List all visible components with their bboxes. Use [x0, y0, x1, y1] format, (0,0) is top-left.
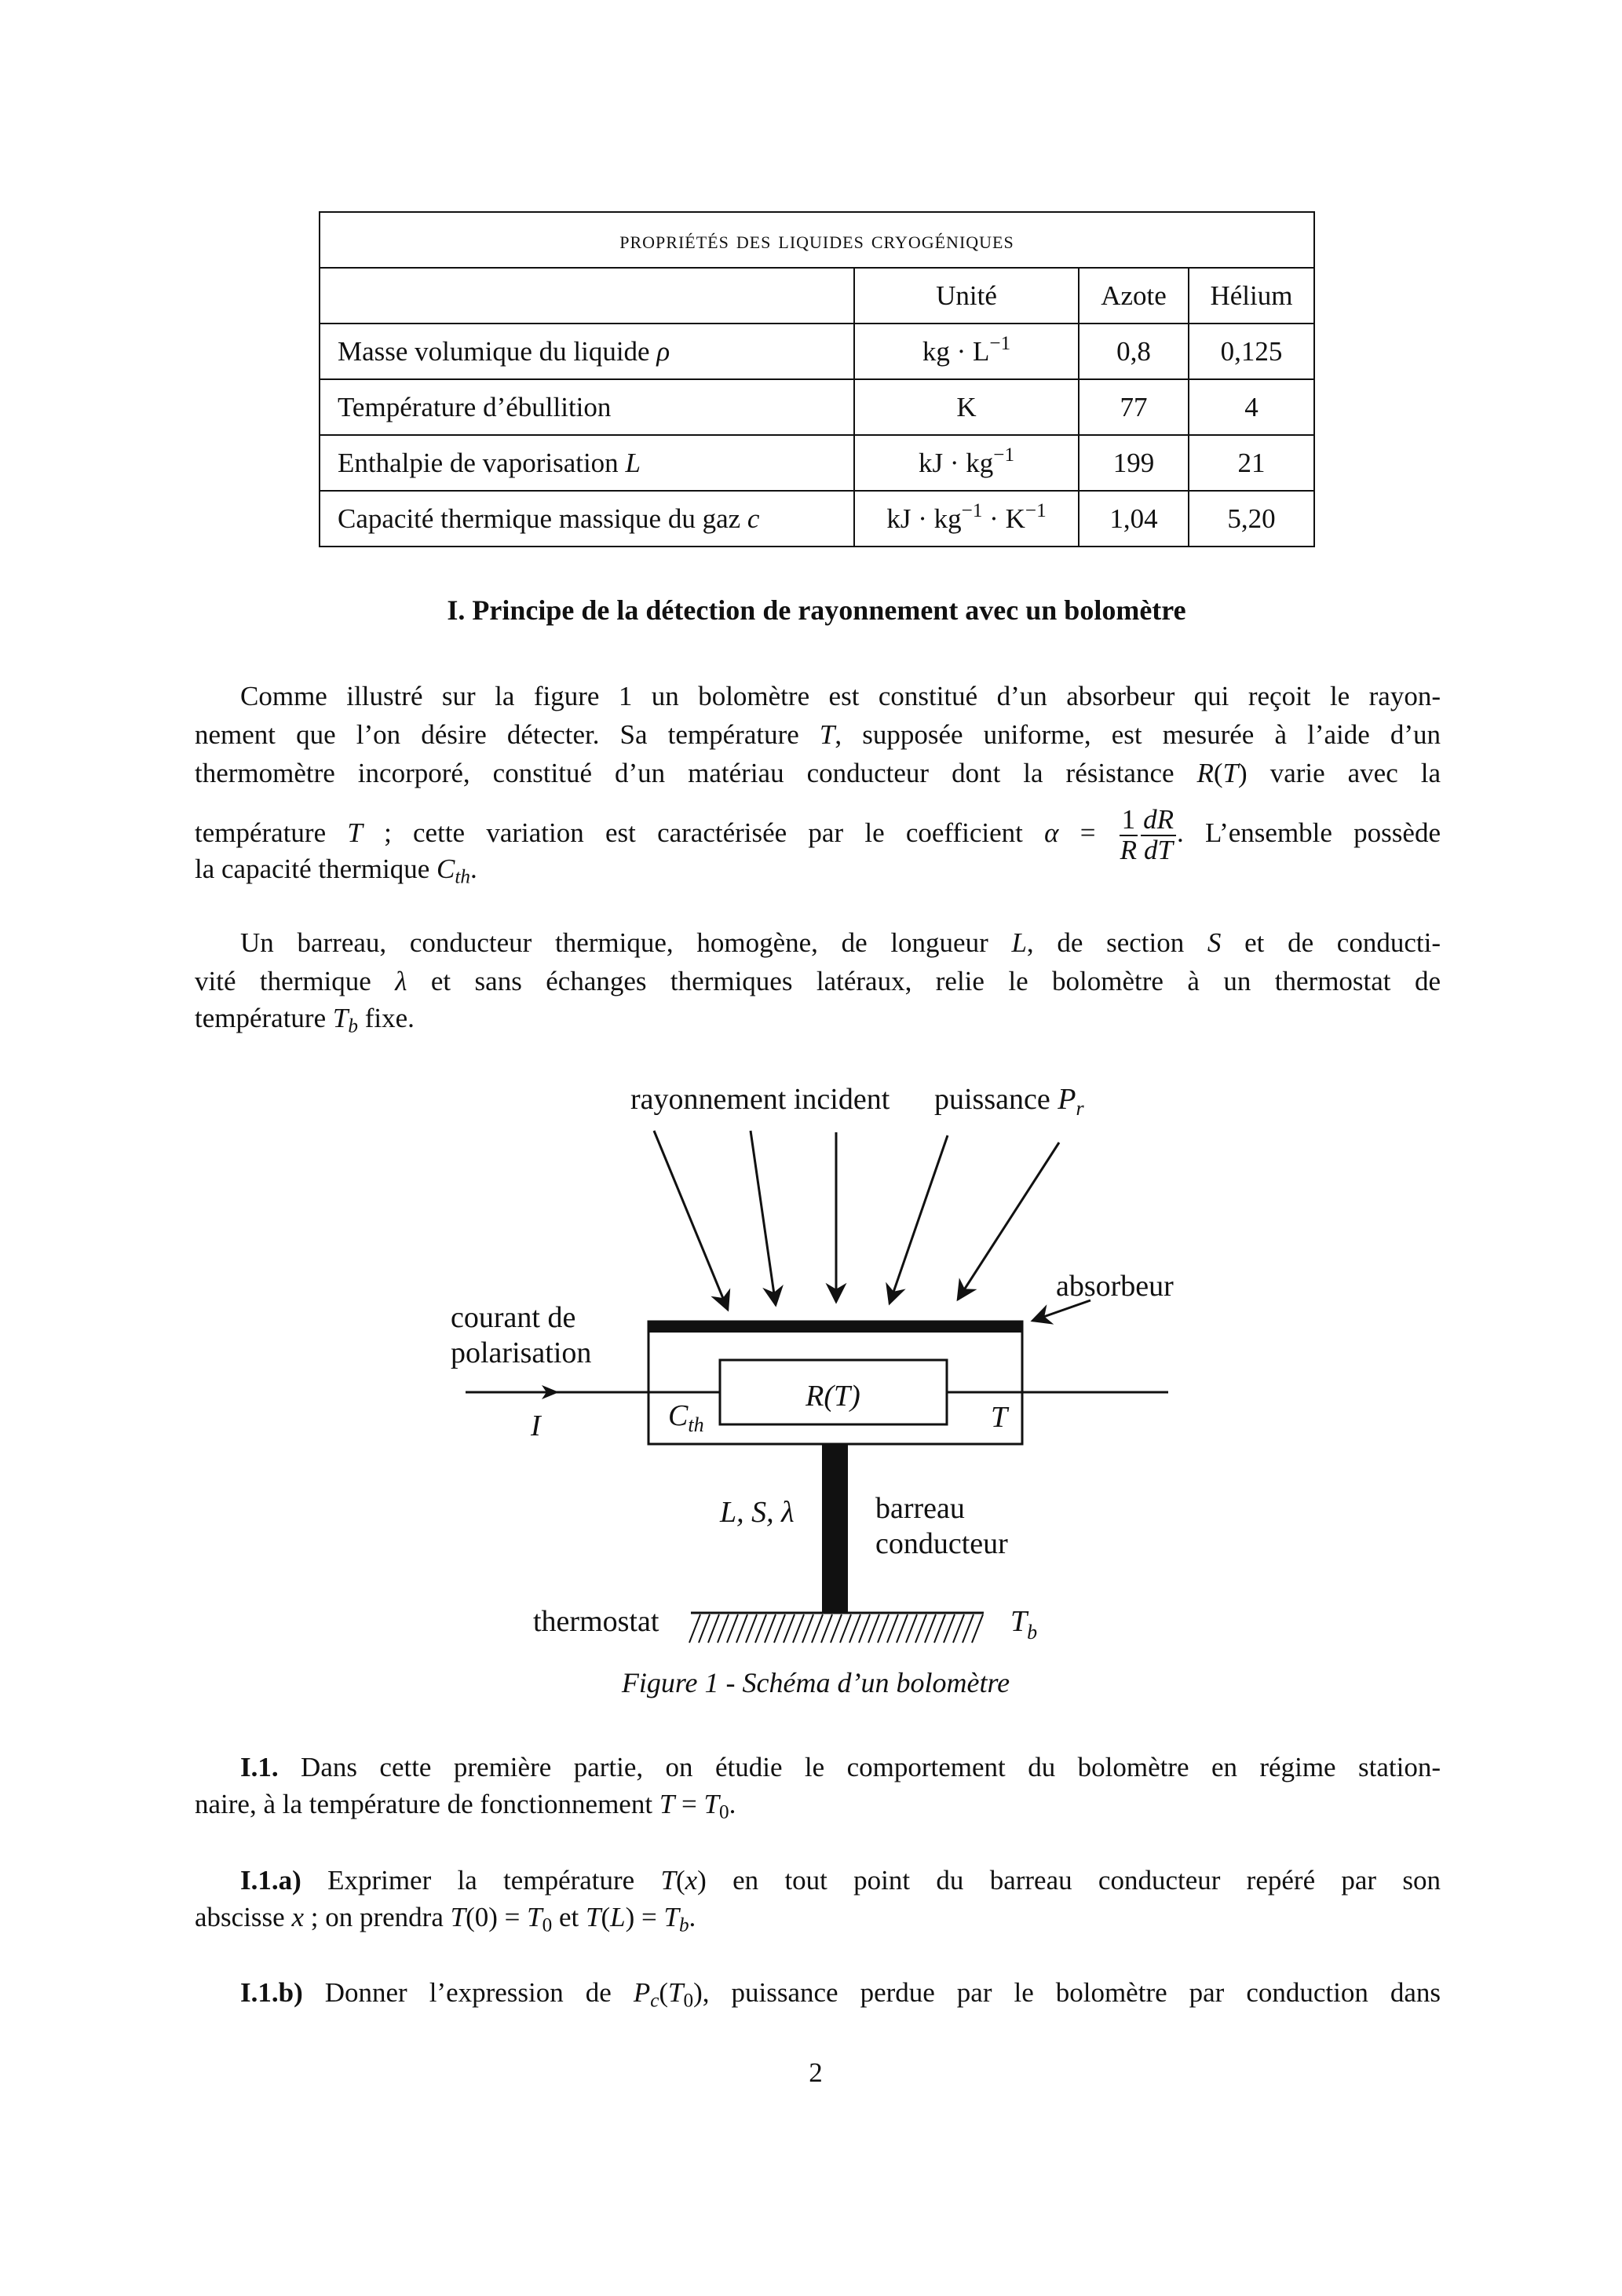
- row-label: [320, 491, 854, 547]
- label-RT: R(T): [806, 1380, 860, 1413]
- text-line: [240, 1861, 1441, 1899]
- text-run: nement que l’on désire détecter. Sa température: [195, 719, 820, 750]
- math-subscript: 0: [683, 1990, 694, 2012]
- text-line: [240, 923, 1441, 962]
- thermostat-hatching: [689, 1614, 983, 1643]
- text-line: [195, 850, 1441, 888]
- text-run: ) =: [625, 1902, 664, 1932]
- math-symbol: T: [347, 817, 363, 848]
- absorber-bar: [648, 1321, 1023, 1333]
- math-symbol: T: [663, 1902, 679, 1932]
- text-run: · K: [982, 503, 1025, 534]
- absorbeur-pointer-arrow: [1032, 1300, 1090, 1321]
- radiation-arrow: [654, 1131, 728, 1310]
- text-run: .: [729, 1789, 736, 1819]
- math-subscript: c: [650, 1990, 659, 2012]
- row-label: [320, 324, 854, 379]
- fraction-numerator: 1: [1120, 806, 1138, 836]
- row-unit: [854, 379, 1079, 435]
- text-run: température: [195, 817, 348, 848]
- text-run: ), puissance perdue par le bolomètre par conduction dans: [693, 1977, 1441, 2008]
- text-run: Comme illustré sur la figure 1 un bolomètre est constitué d’un absorbeur qui reçoit le rayon-: [240, 681, 1441, 711]
- table-title: propriétés des liquides cryogéniques: [320, 212, 1314, 268]
- label-conducteur: conducteur: [875, 1527, 1008, 1560]
- text-line: [195, 1898, 1441, 1936]
- label-absorbeur: absorbeur: [1056, 1270, 1174, 1303]
- text-run: kg · L: [922, 335, 990, 367]
- math-symbol: α: [1044, 817, 1059, 848]
- row-helium: 0,125: [1189, 324, 1314, 379]
- text-run: vité thermique: [195, 966, 396, 996]
- math-symbol: T: [660, 1865, 676, 1896]
- label-Cth: $C_{th}$: [668, 1399, 704, 1436]
- math-symbol: S: [1207, 927, 1222, 958]
- math-symbol: T: [527, 1902, 542, 1932]
- text-run: (0) =: [466, 1902, 528, 1932]
- bolometer-diagram: [424, 1060, 1209, 1704]
- cryogenic-properties-table: [319, 211, 1315, 547]
- label-Tb: $T_b$: [1010, 1605, 1038, 1643]
- text-line: [195, 962, 1441, 1000]
- text-run: (: [1213, 758, 1223, 788]
- row-unit: [854, 435, 1079, 491]
- row-azote: 0,8: [1079, 324, 1189, 379]
- text-line: [195, 1785, 1441, 1823]
- text-run: la capacité thermique: [195, 854, 437, 884]
- math-superscript: −1: [1025, 499, 1047, 521]
- table-header-unit: Unité: [854, 268, 1079, 324]
- row-azote: 199: [1079, 435, 1189, 491]
- math-subscript: b: [348, 1015, 358, 1037]
- row-helium: 5,20: [1189, 491, 1314, 547]
- radiation-arrow: [890, 1135, 948, 1303]
- label-polarisation: polarisation: [451, 1336, 592, 1369]
- label-rayonnement-incident: rayonnement incident: [630, 1083, 890, 1116]
- text-run: (: [675, 1865, 685, 1896]
- math-symbol: P: [633, 1977, 651, 2008]
- row-helium: 4: [1189, 379, 1314, 435]
- text-run: et de conducti-: [1221, 927, 1441, 958]
- fraction-denominator: R: [1120, 834, 1138, 865]
- row-unit: [854, 491, 1079, 547]
- text-run: , de section: [1026, 927, 1207, 958]
- text-run: .: [689, 1902, 696, 1932]
- math-subscript: 0: [719, 1801, 729, 1823]
- text-run: (: [659, 1977, 669, 2008]
- math-symbol: x: [685, 1865, 698, 1896]
- text-run: ; cette variation est caractérisée par le coefficient: [362, 817, 1045, 848]
- table-header-empty: [320, 268, 854, 324]
- math-symbol: R: [1196, 758, 1214, 788]
- text-run: Donner l’expression de: [302, 1977, 634, 2008]
- text-run: . L’ensemble possède: [1176, 817, 1441, 848]
- text-run: et: [552, 1902, 586, 1932]
- label-L-S-lambda: L, S, λ: [720, 1496, 795, 1529]
- question-number: I.1.b): [240, 1977, 303, 2008]
- text-line: [195, 999, 1441, 1037]
- math-subscript: b: [678, 1914, 689, 1936]
- table-header-row: [320, 268, 1314, 324]
- math-symbol: ρ: [656, 335, 670, 367]
- text-line: [240, 677, 1441, 715]
- table-row: [320, 379, 1314, 435]
- label-barreau: barreau: [875, 1492, 965, 1525]
- math-symbol: T: [1222, 758, 1239, 788]
- text-run: K: [956, 391, 977, 422]
- text-run: ) en tout point du barreau conducteur repéré par son: [697, 1865, 1441, 1896]
- table-header-helium: Hélium: [1189, 268, 1314, 324]
- text-run: et sans échanges thermiques latéraux, relie le bolomètre à un thermostat de: [407, 966, 1441, 996]
- text-line: [240, 1973, 1441, 2012]
- row-label: [320, 435, 854, 491]
- text-run: Dans cette première partie, on étudie le comportement du bolomètre en régime station-: [278, 1752, 1441, 1782]
- text-run: Masse volumique du liquide: [338, 335, 657, 367]
- math-symbol: T: [668, 1977, 684, 2008]
- text-run: (: [601, 1902, 611, 1932]
- math-symbol: T: [450, 1902, 466, 1932]
- text-run: température: [195, 1003, 333, 1033]
- question-number: I.1.a): [240, 1865, 301, 1896]
- math-subscript: 0: [542, 1914, 553, 1936]
- label-T: T: [991, 1401, 1008, 1434]
- text-run: =: [674, 1789, 704, 1819]
- text-run: .: [469, 854, 477, 884]
- label-thermostat: thermostat: [533, 1605, 659, 1638]
- text-line: [195, 754, 1441, 792]
- table-row: [320, 491, 1314, 547]
- math-symbol: T: [819, 719, 835, 750]
- radiation-arrow: [751, 1131, 776, 1305]
- text-run: Enthalpie de vaporisation: [338, 447, 626, 478]
- label-current-I: I: [531, 1409, 541, 1442]
- row-azote: 1,04: [1079, 491, 1189, 547]
- text-run: ) varie avec la: [1238, 758, 1441, 788]
- question-number: I.1.: [240, 1752, 279, 1782]
- math-subscript: th: [455, 866, 470, 888]
- fraction-denominator: dT: [1144, 834, 1173, 865]
- table-row: [320, 324, 1314, 379]
- math-symbol: T: [659, 1789, 675, 1819]
- math-symbol: L: [1011, 927, 1027, 958]
- table-header-azote: Azote: [1079, 268, 1189, 324]
- text-run: Température d’ébullition: [338, 391, 612, 422]
- text-run: naire, à la température de fonctionnement: [195, 1789, 659, 1819]
- row-unit: [854, 324, 1079, 379]
- text-run: =: [1058, 817, 1117, 848]
- math-symbol: T: [703, 1789, 719, 1819]
- row-azote: 77: [1079, 379, 1189, 435]
- math-symbol: T: [585, 1902, 601, 1932]
- text-line: [195, 715, 1441, 754]
- math-superscript: −1: [961, 499, 983, 521]
- text-run: Exprimer la température: [301, 1865, 661, 1896]
- figure-caption: Figure 1 - Schéma d’un bolomètre: [621, 1667, 1010, 1698]
- row-helium: 21: [1189, 435, 1314, 491]
- label-courant-de: courant de: [451, 1301, 576, 1334]
- section-heading: I. Principe de la détection de rayonnement avec un bolomètre: [447, 594, 1186, 626]
- text-run: abscisse: [195, 1902, 292, 1932]
- text-run: ; on prendra: [304, 1902, 451, 1932]
- text-run: kJ · kg: [918, 447, 994, 478]
- math-superscript: −1: [989, 332, 1011, 354]
- table-row: [320, 435, 1314, 491]
- math-symbol: T: [332, 1003, 349, 1033]
- row-label: [320, 379, 854, 435]
- text-line: [240, 1748, 1441, 1786]
- page-number: 2: [809, 2057, 823, 2088]
- math-symbol: C: [437, 854, 455, 884]
- math-symbol: c: [747, 503, 760, 534]
- math-symbol: x: [291, 1902, 304, 1932]
- fraction-numerator: dR: [1141, 806, 1176, 836]
- text-run: Un barreau, conducteur thermique, homogène, de longueur: [240, 927, 1012, 958]
- text-line: [195, 804, 1441, 865]
- text-run: thermomètre incorporé, constitué d’un matériau conducteur dont la résistance: [195, 758, 1197, 788]
- math-symbol: λ: [395, 966, 407, 996]
- math-superscript: −1: [993, 444, 1015, 466]
- text-run: Capacité thermique massique du gaz: [338, 503, 747, 534]
- radiation-arrow: [958, 1143, 1059, 1300]
- math-symbol: L: [625, 447, 641, 478]
- conductive-bar: [822, 1444, 848, 1612]
- math-symbol: L: [610, 1902, 626, 1932]
- label-puissance: puissance $P_r$: [934, 1083, 1084, 1120]
- text-run: , supposée uniforme, est mesurée à l’aide d’un: [835, 719, 1441, 750]
- text-run: kJ · kg: [886, 503, 962, 534]
- incident-radiation-arrows: [654, 1131, 1090, 1321]
- text-run: fixe.: [357, 1003, 415, 1033]
